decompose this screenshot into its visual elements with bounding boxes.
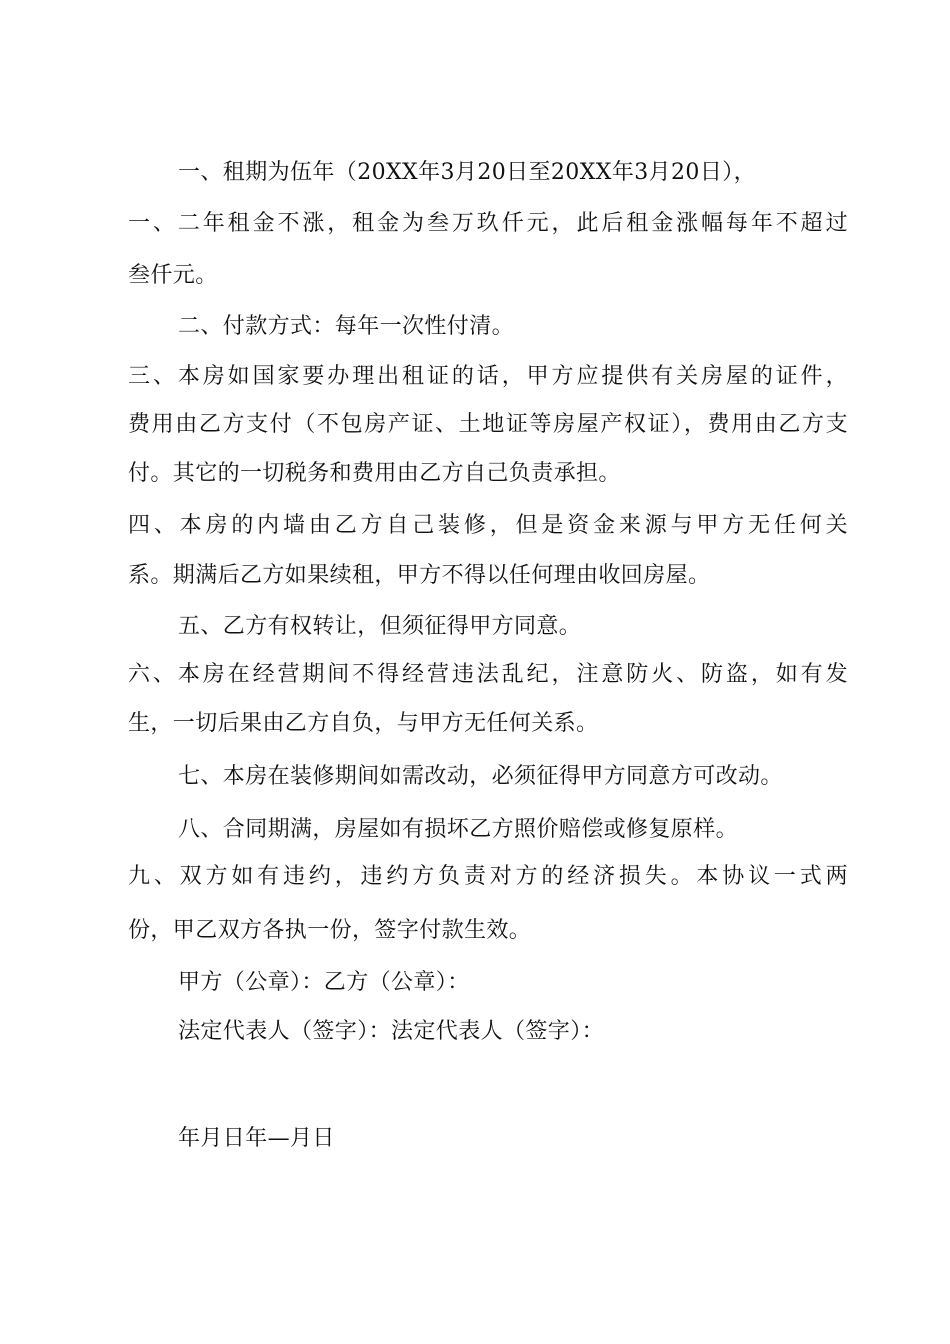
clause-9-line-1: 八、合同期满，房屋如有损坏乙方照价赔偿或修复原样。	[178, 817, 739, 842]
date-line: 年月日年—月日	[178, 1126, 335, 1151]
clause-7-line-2: 生，一切后果由乙方自负，与甲方无任何关系。	[128, 711, 599, 736]
clause-5-line-2: 系。期满后乙方如果续租，甲方不得以任何理由收回房屋。	[128, 563, 711, 588]
clause-4-line-2: 费用由乙方支付（不包房产证、土地证等房屋产权证），费用由乙方支	[128, 412, 848, 437]
clause-6-line-1: 五、乙方有权转让，但须征得甲方同意。	[178, 614, 582, 639]
clause-2-line-1: 一、二年租金不涨，租金为叁万玖仟元，此后租金涨幅每年不超过	[128, 211, 848, 236]
seal-signature-line: 甲方（公章）：乙方（公章）：	[178, 970, 470, 995]
clause-2-line-2: 叁仟元。	[128, 263, 218, 288]
clause-4-line-1: 三、本房如国家要办理出租证的话，甲方应提供有关房屋的证件，	[128, 364, 848, 389]
clause-4-line-3: 付。其它的一切税务和费用由乙方自己负责承担。	[128, 461, 621, 486]
clause-5-line-1: 四、本房的内墙由乙方自己装修，但是资金来源与甲方无任何关	[128, 513, 848, 538]
clause-10-line-1: 九、双方如有违约，违约方负责对方的经济损失。本协议一式两	[128, 864, 848, 889]
clause-10-line-2: 份，甲乙双方各执一份，签字付款生效。	[128, 918, 532, 943]
clause-3-line-1: 二、付款方式：每年一次性付清。	[178, 314, 515, 339]
representative-signature-line: 法定代表人（签字）：法定代表人（签字）：	[178, 1019, 605, 1044]
clause-8-line-1: 七、本房在装修期间如需改动，必须征得甲方同意方可改动。	[178, 764, 783, 789]
clause-7-line-1: 六、本房在经营期间不得经营违法乱纪，注意防火、防盗，如有发	[128, 662, 848, 687]
clause-1-line-1: 一、租期为伍年（20XX年3月20日至20XX年3月20日），	[178, 160, 757, 185]
